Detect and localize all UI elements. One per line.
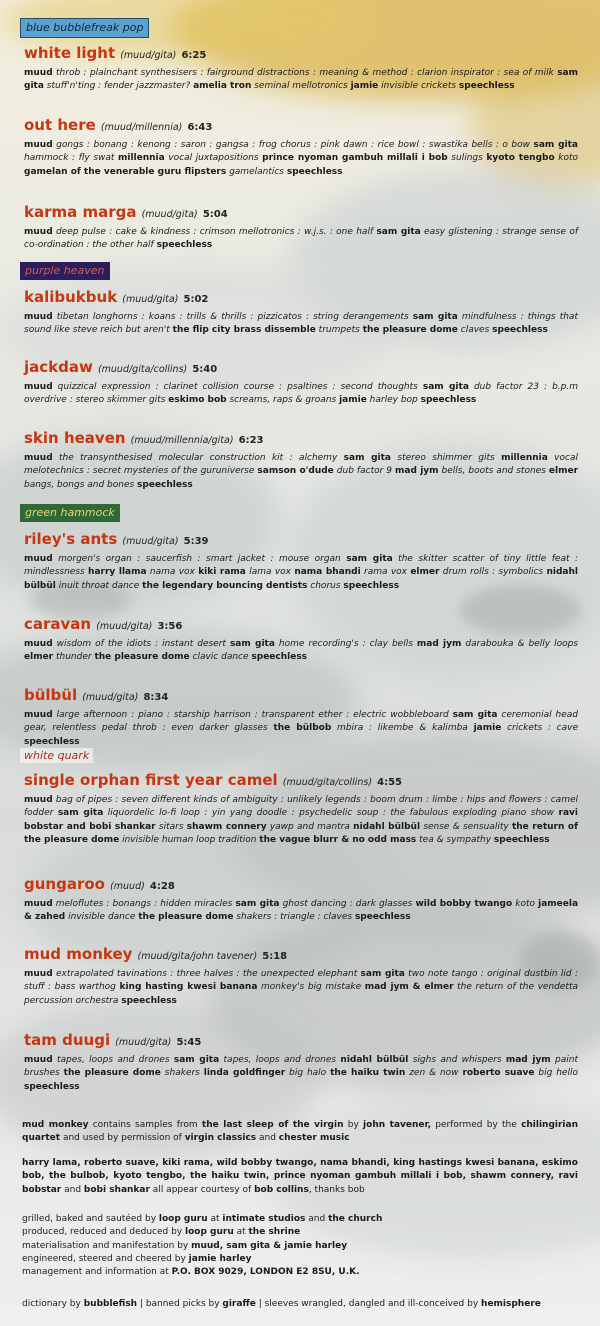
- credit-name: prince nyoman gambuh millali i bob: [262, 153, 448, 164]
- credit-name: muud: [24, 68, 53, 78]
- credit-text: darabouka & belly loops: [461, 639, 578, 649]
- credit-name: hemisphere: [481, 1299, 541, 1309]
- credit-name: muud: [24, 795, 53, 805]
- track-duration: 5:40: [192, 364, 218, 375]
- credit-text: gongs : bonang : kenong : saron : gangsa : frog chorus : pink dawn : rice bowl : swastika bells : o bow: [52, 140, 534, 150]
- credit-text: shakers : triangle : claves: [233, 912, 355, 923]
- track-duration: 5:04: [202, 209, 228, 220]
- track-title: karma marga: [24, 203, 137, 221]
- credit-name: speechless: [343, 580, 400, 591]
- credit-name: the pleasure dome: [362, 325, 458, 336]
- credit-name: sam gita: [57, 808, 104, 819]
- credit-name: sam gita: [343, 453, 392, 463]
- credit-text: grilled, baked and sautéed by: [22, 1214, 159, 1224]
- track-bulbul: [24, 686, 578, 749]
- credit-text: tapes, loops and drones: [219, 1055, 341, 1065]
- track-duration: 4:28: [149, 881, 175, 892]
- credit-text: ceremonial head gear, relentless pedal throb : even darker glasses: [24, 710, 578, 734]
- credit-name: bobi shankar: [83, 1184, 150, 1195]
- credit-name: nama bhandi: [294, 567, 361, 578]
- track-duration: 6:23: [238, 435, 264, 446]
- credit-text: contains samples from: [88, 1120, 202, 1130]
- track-tam-duugi: [24, 1031, 578, 1094]
- credit-text: at: [207, 1214, 223, 1224]
- track-title: bülbül: [24, 686, 78, 704]
- credit-text: vocal melotechnics : secret mysteries of the guruniverse: [24, 453, 578, 477]
- credit-name: loop guru: [185, 1227, 234, 1238]
- credit-text: drum rolls : symbolics: [439, 567, 547, 578]
- credit-name: the haiku twin: [330, 1068, 406, 1079]
- credit-name: virgin classics: [184, 1133, 257, 1144]
- track-notes: [24, 553, 578, 593]
- credit-name: speechless: [24, 736, 80, 747]
- credit-text: performed by the: [431, 1120, 522, 1130]
- track-notes: [24, 311, 578, 338]
- credit-name: muud: [24, 382, 53, 392]
- track-title: kalibukbuk: [24, 288, 118, 306]
- credit-text: vocal juxtapositions: [164, 153, 263, 164]
- track-duration: 6:43: [187, 122, 213, 133]
- credit-text: dictionary by: [22, 1299, 84, 1309]
- credit-name: harry lama, roberto suave, kiki rama, wild bobby twango, nama bhandi, king hastings kwesi banana, eskimo bob, the bulbob, kyoto tengbo, the haiku twin, prince nyoman gambuh millali i bob, shawm connery, ravi bobstar: [22, 1158, 578, 1195]
- track-title: gungaroo: [24, 875, 105, 893]
- credit-name: mud monkey: [22, 1120, 89, 1130]
- track-credit: (muud/millennia): [100, 122, 183, 133]
- track-single-orphan: [24, 771, 578, 847]
- track-title: skin heaven: [24, 429, 126, 447]
- track-notes: [24, 968, 578, 1008]
- credit-name: giraffe: [222, 1299, 256, 1309]
- credit-name: muud: [24, 639, 53, 649]
- track-duration: 5:39: [183, 536, 209, 547]
- credit-text: screams, raps & groans: [226, 395, 340, 406]
- track-notes: [24, 1054, 578, 1094]
- credit-text: all appear courtesy of: [149, 1184, 255, 1195]
- track-credit: (muud/gita): [120, 50, 177, 61]
- credit-text: big hello: [534, 1068, 578, 1079]
- track-notes: [24, 139, 578, 179]
- credit-text: koto: [512, 899, 539, 909]
- credit-text: invisible crickets: [378, 81, 459, 92]
- samples-note: [22, 1119, 578, 1146]
- track-rileys-ants: [24, 530, 578, 593]
- courtesy-note: [22, 1157, 578, 1197]
- credit-name: the pleasure dome: [138, 912, 234, 923]
- credit-name: sam gita: [412, 312, 458, 322]
- credit-text: , thanks bob: [308, 1184, 365, 1195]
- credit-text: wisdom of the idiots : instant desert: [52, 639, 230, 649]
- credit-name: the legendary bouncing dentists: [142, 580, 308, 591]
- credit-name: the bülbob: [273, 723, 332, 734]
- credit-name: the pleasure dome: [94, 652, 190, 663]
- credit-name: elmer: [410, 567, 440, 578]
- track-title: white light: [24, 44, 116, 62]
- credit-text: trumpets: [315, 325, 363, 336]
- credit-text: at: [233, 1227, 249, 1238]
- track-notes: [24, 709, 578, 749]
- credit-text: tibetan longhorns : koans : trills & thrills : pizzicatos : string derangements: [52, 312, 413, 322]
- credit-text: thunder: [53, 652, 95, 663]
- credit-name: jamie: [473, 723, 502, 734]
- track-credit: (muud/gita): [122, 536, 179, 547]
- credit-text: mindfulness : things that sound like steve reich but aren't: [24, 312, 578, 336]
- credit-name: sam gita: [452, 710, 498, 720]
- credit-text: sulings: [447, 153, 487, 164]
- credit-name: muud: [24, 312, 53, 322]
- track-skin-heaven: [24, 429, 578, 492]
- credit-name: muud: [24, 453, 53, 463]
- credit-name: P.O. BOX 9029, LONDON E2 8SU, U.K.: [171, 1267, 360, 1278]
- credit-text: large afternoon : piano : starship harrison : transparent ether : electric wobbleboard: [52, 710, 453, 720]
- track-credit: (muud/gita): [82, 692, 139, 703]
- credit-text: easy glistening : strange sense of co-ordination : the other half: [24, 227, 578, 251]
- credit-text: engineered, steered and cheered by: [22, 1253, 189, 1264]
- credit-text: the return of the vendetta percussion orchestra: [24, 982, 578, 1006]
- credit-name: sam gita: [173, 1055, 220, 1065]
- credit-name: muud: [24, 554, 53, 564]
- credit-text: sighs and whispers: [408, 1055, 506, 1065]
- credit-line: [22, 1266, 578, 1279]
- credit-name: kyoto tengbo: [486, 153, 555, 164]
- track-credit: (muud/gita/john tavener): [137, 951, 258, 962]
- credit-name: speechless: [286, 166, 343, 177]
- credit-text: deep pulse : cake & kindness : crimson mellotronics : w.j.s. : one half: [52, 227, 377, 237]
- track-notes: [24, 794, 578, 847]
- credit-text: quizzical expression : clarinet collision course : psaltines : second thoughts: [52, 382, 423, 392]
- credit-name: speechless: [492, 325, 548, 336]
- credit-name: speechless: [156, 240, 213, 251]
- credit-text: clavic dance: [189, 652, 252, 663]
- credit-text: inuit throat dance: [55, 580, 143, 591]
- credit-name: loop guru: [158, 1214, 208, 1224]
- track-duration: 5:02: [183, 294, 209, 305]
- credit-name: mad jym: [505, 1055, 551, 1065]
- credit-text: | sleeves wrangled, dangled and ill-conceived by: [255, 1299, 482, 1309]
- credit-line: [22, 1226, 578, 1239]
- credit-name: elmer: [24, 652, 54, 663]
- track-credit: (muud/gita): [115, 1037, 172, 1048]
- credit-text: lama vox: [245, 567, 295, 578]
- credit-name: king hasting kwesi banana: [119, 982, 258, 993]
- production-credits: [22, 1213, 578, 1279]
- track-credit: (muud/millennia/gita): [130, 435, 234, 446]
- credit-name: gamelan of the venerable guru flipsters: [24, 166, 227, 177]
- credit-text: gamelantics: [226, 166, 287, 177]
- credit-name: speechless: [420, 395, 477, 406]
- track-out-here: [24, 116, 578, 179]
- credit-name: samson o'dude: [257, 466, 334, 477]
- credit-text: bells, boots and stones: [438, 466, 549, 477]
- track-title: mud monkey: [24, 945, 133, 963]
- track-credit: (muud/gita/collins): [282, 777, 373, 788]
- credit-name: millennia: [501, 453, 548, 463]
- track-notes: [24, 638, 578, 665]
- credit-name: nidahl bülbül: [353, 821, 421, 832]
- credit-text: monkey's big mistake: [257, 982, 365, 993]
- section-tag-purple: purple heaven: [20, 262, 110, 280]
- track-duration: 3:56: [157, 621, 183, 632]
- section-tag-blue: blue bubblefreak pop: [20, 18, 149, 38]
- credit-name: the shrine: [248, 1227, 301, 1238]
- credit-name: sam gita: [235, 899, 280, 909]
- credit-name: jamie: [339, 395, 367, 406]
- credit-name: jamie harley: [188, 1253, 252, 1264]
- credit-name: bubblefish: [83, 1299, 138, 1309]
- credit-name: amelia tron: [193, 81, 252, 92]
- credit-text: and: [61, 1184, 84, 1195]
- section-tag-white: white quark: [20, 748, 93, 763]
- track-credit: (muud/gita): [122, 294, 179, 305]
- track-caravan: [24, 615, 578, 665]
- credit-text: stuff'n'ting : fender jazzmaster?: [43, 81, 194, 92]
- credit-name: the church: [328, 1214, 383, 1224]
- credit-text: materialisation and manifestation by: [22, 1240, 192, 1251]
- credit-name: sam gita: [376, 227, 421, 237]
- credit-name: nidahl bülbül: [24, 567, 578, 591]
- track-gungaroo: [24, 875, 578, 925]
- credit-text: dub factor 23 : b.p.m overdrive : stereo skimmer gits: [24, 382, 578, 406]
- credit-name: mad jym: [395, 466, 439, 477]
- track-duration: 6:25: [181, 50, 207, 61]
- credit-text: sitars: [155, 821, 187, 832]
- credit-name: linda goldfinger: [203, 1068, 286, 1079]
- credit-text: sense & sensuality: [420, 821, 512, 832]
- track-notes: [24, 381, 578, 408]
- credit-name: muud: [24, 227, 53, 237]
- credit-name: mad jym & elmer: [364, 982, 454, 993]
- track-duration: 5:18: [262, 951, 288, 962]
- track-title: riley's ants: [24, 530, 118, 548]
- track-title: jackdaw: [24, 358, 93, 376]
- track-credit: (muud/gita): [96, 621, 153, 632]
- credit-text: two note tango : original dustbin lid : stuff : bass warthog: [24, 969, 578, 993]
- credit-name: speechless: [354, 912, 411, 923]
- credit-name: chilingirian quartet: [22, 1120, 578, 1144]
- credit-name: jameela & zahed: [24, 899, 579, 923]
- credit-text: yawp and mantra: [266, 821, 354, 832]
- track-title: tam duugi: [24, 1031, 111, 1049]
- credit-name: jamie: [350, 81, 379, 92]
- credit-name: the flip city brass dissemble: [172, 325, 316, 336]
- track-credit: (muud/gita): [141, 209, 198, 220]
- credit-name: sam gita: [533, 140, 578, 150]
- credit-name: speechless: [251, 652, 308, 663]
- track-jackdaw: [24, 358, 578, 408]
- track-notes: [24, 452, 578, 492]
- credit-name: speechless: [121, 995, 177, 1006]
- credit-text: zen & now: [405, 1068, 463, 1079]
- credit-text: tapes, loops and drones: [52, 1055, 174, 1065]
- credit-text: rama vox: [360, 567, 411, 578]
- credit-text: the skitter scatter of tiny little feat : mindlessness: [24, 554, 578, 578]
- credit-name: bob collins: [254, 1184, 309, 1195]
- credit-text: crickets : cave: [501, 723, 579, 734]
- credit-text: harley bop: [366, 395, 421, 406]
- track-kalibukbuk: [24, 288, 578, 338]
- credit-text: home recording's : clay bells: [274, 639, 417, 649]
- credit-name: muud: [24, 1055, 53, 1065]
- credit-name: sam gita: [422, 382, 469, 392]
- track-notes: [24, 67, 578, 94]
- credit-name: speechless: [493, 834, 550, 845]
- credit-line: [22, 1240, 578, 1253]
- credit-text: liquordelic lo-fi loop : yin yang doodle : psychedelic soup : the fabulous exploding piano show: [103, 808, 559, 819]
- credit-name: kiki rama: [198, 567, 246, 578]
- track-white-light: [24, 44, 578, 94]
- track-karma-marga: [24, 203, 578, 253]
- credit-text: hammock : fly swat: [24, 153, 118, 164]
- design-credits: [22, 1298, 578, 1311]
- credit-name: chester music: [278, 1133, 350, 1144]
- credit-name: speechless: [458, 81, 515, 92]
- credit-name: nidahl bülbül: [340, 1055, 409, 1065]
- track-duration: 4:55: [377, 777, 402, 788]
- credit-text: the transynthesised molecular construction kit : alchemy: [52, 453, 344, 463]
- credit-text: and: [256, 1133, 279, 1144]
- track-title: single orphan first year camel: [24, 771, 278, 789]
- track-mud-monkey: [24, 945, 578, 1008]
- credit-text: throb : plainchant synthesisers : fairground distractions : meaning & method : clarion inspirator : sea of milk: [52, 68, 558, 78]
- section-tag-green: green hammock: [20, 504, 120, 522]
- credit-name: intimate studios: [222, 1214, 306, 1224]
- credit-text: meloflutes : bonangs : hidden miracles: [52, 899, 236, 909]
- credit-name: ravi bobstar and bobi shankar: [24, 808, 578, 832]
- credit-name: muud, sam gita & jamie harley: [191, 1240, 348, 1251]
- credit-text: claves: [457, 325, 493, 336]
- credit-text: | banned picks by: [137, 1299, 223, 1309]
- track-credit: (muud/gita/collins): [97, 364, 188, 375]
- credit-text: extrapolated tavinations : three halves : the unexpected elephant: [52, 969, 361, 979]
- credit-line: [22, 1213, 578, 1226]
- credit-text: produced, reduced and deduced by: [22, 1227, 185, 1238]
- credit-name: speechless: [24, 1081, 80, 1092]
- credit-name: mad jym: [416, 639, 462, 649]
- credit-text: morgen's organ : saucerfish : smart jacket : mouse organ: [52, 554, 347, 564]
- credit-text: tea & sympathy: [416, 834, 494, 845]
- credit-name: john tavener,: [363, 1120, 432, 1130]
- credit-text: chorus: [307, 580, 344, 591]
- track-notes: [24, 898, 578, 925]
- track-credit: (muud): [110, 881, 145, 892]
- credit-name: shawm connery: [186, 821, 267, 832]
- credit-text: bag of pipes : seven different kinds of ambiguity : unlikely legends : boom drum : limbe : hips and flowers : camel fodder: [24, 795, 578, 819]
- track-title: caravan: [24, 615, 92, 633]
- credit-text: and used by permission of: [60, 1133, 185, 1144]
- credit-text: nama vox: [146, 567, 199, 578]
- credit-text: koto: [554, 153, 578, 164]
- credit-name: millennia: [118, 153, 165, 164]
- credit-text: ghost dancing : dark glasses: [279, 899, 416, 909]
- credit-text: paint brushes: [24, 1055, 578, 1079]
- credit-name: sam gita: [360, 969, 405, 979]
- credit-text: dub factor 9: [333, 466, 396, 477]
- credit-text: invisible dance: [65, 912, 139, 923]
- credit-name: muud: [24, 140, 53, 150]
- credit-name: elmer: [548, 466, 579, 477]
- credit-text: management and information at: [22, 1267, 172, 1278]
- credit-name: the last sleep of the virgin: [201, 1120, 344, 1130]
- track-title: out here: [24, 116, 96, 134]
- credit-name: the pleasure dome: [63, 1068, 161, 1079]
- credit-text: invisible human loop tradition: [119, 834, 260, 845]
- credit-name: harry llama: [88, 567, 147, 578]
- credit-text: stereo shimmer gits: [391, 453, 502, 463]
- credit-line: [22, 1253, 578, 1266]
- credit-name: sam gita: [229, 639, 275, 649]
- credit-text: shakers: [160, 1068, 204, 1079]
- track-duration: 8:34: [143, 692, 169, 703]
- credit-name: muud: [24, 899, 53, 909]
- credit-name: sam gita: [346, 554, 393, 564]
- track-notes: [24, 226, 578, 253]
- credit-name: roberto suave: [462, 1068, 535, 1079]
- credit-text: big halo: [285, 1068, 331, 1079]
- credit-name: sam gita: [24, 68, 578, 92]
- credit-name: the return of the pleasure dome: [24, 821, 578, 845]
- credit-text: seminal mellotronics: [251, 81, 351, 92]
- credit-name: wild bobby twango: [415, 899, 513, 909]
- track-duration: 5:45: [176, 1037, 202, 1048]
- credit-name: muud: [24, 969, 53, 979]
- credit-text: by: [343, 1120, 364, 1130]
- credit-text: mbira : likembe & kalimba: [331, 723, 474, 734]
- credit-name: eskimo bob: [168, 395, 227, 406]
- credit-text: and: [305, 1214, 329, 1224]
- credit-name: speechless: [137, 479, 193, 490]
- credit-text: bangs, bongs and bones: [24, 479, 138, 490]
- credit-name: the vague blurr & no odd mass: [259, 834, 417, 845]
- credit-name: muud: [24, 710, 53, 720]
